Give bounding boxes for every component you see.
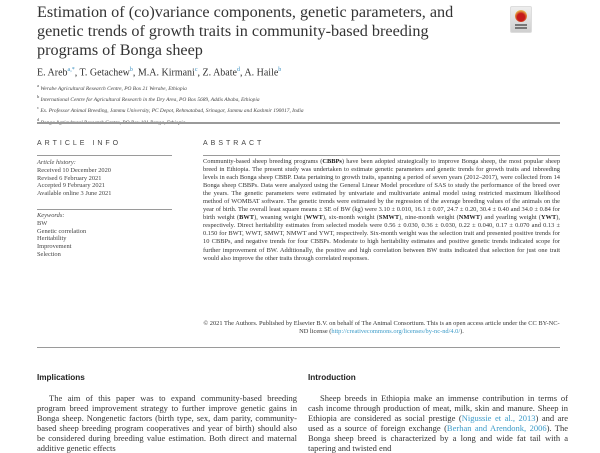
affiliations xyxy=(37,82,304,127)
introduction-text: Sheep breeds in Ethiopia make an immense contribution in terms of cash income through production of meat, milk, skin and manure. Sheep in Ethiopia are considered as social prestige (Nigussie et al., 2013) and are used as a source of foreign exchange (Berhan and Arendonk, 2006). The Bonga sheep breed is characterized by a long and wide fat tail with a tapering and twisted end xyxy=(308,393,568,453)
article-title: Estimation of (co)variance components, genetic parameters, and genetic trends of growth traits in community-based breeding programs of Bonga sheep xyxy=(37,3,454,59)
article-info-heading: ARTICLE INFO xyxy=(37,140,122,147)
introduction-heading: Introduction xyxy=(308,373,356,382)
copyright-notice: © 2021 The Authors. Published by Elsevier B.V. on behalf of The Animal Consortium. This is an open access article under the CC BY-NC-ND license (http://creativecommons.org/licenses/by-nc-nd/4.0/). xyxy=(203,320,560,336)
citation-link[interactable]: Berhan and Arendonk, 2006 xyxy=(446,423,547,433)
keyword: Selection xyxy=(37,250,61,258)
badge-emblem-icon xyxy=(515,10,527,22)
header-divider xyxy=(37,122,560,124)
author-name[interactable]: T. Getachew xyxy=(79,67,130,79)
check-for-updates-icon[interactable] xyxy=(510,6,532,33)
affiliation: d xyxy=(37,116,40,122)
affiliation: $^a$ Werabe Agricultural Research Centre, PO Box 21 Werabe, Ethiopia xyxy=(37,83,187,92)
keyword: Genetic correlation xyxy=(37,227,87,235)
author-list: E. Areb$^{a,*}$, T. Getachew$^b$, M.A. Kirmani$^c$, Z. Abate$^d$, A. Haile$^b$ xyxy=(37,67,282,79)
info-divider xyxy=(37,155,172,156)
implications-text: The aim of this paper was to expand community-based breeding program breed improvement strategy to further improve genetic gains in Bonga sheep. Nongenetic factors (birth type, sex, dam parity, community-based sheep breeding program cooperatives and year of birth) should also be considered during breeding value estimation. Both direct and maternal additive genetic effects xyxy=(37,393,297,453)
abstract-text: Community-based sheep breeding programs (CBBPs) have been adopted strategically to improve Bonga sheep, the most popular sheep breed in Ethiopia. The present study was undertaken to estimate genetic parameters and genetic trends for growth traits and inbreeding levels in each Bonga sheep CBBP. Data pertaining to growth traits, spanning a period of seven years (2012–2017), were collected from 14 Bonga sheep CBBPs. Data were analyzed using the General Linear Model procedure of SAS to study the performance of the breed over the years. The genetic parameters were estimated by univariate and multivariate animal model using restricted maximum likelihood method of WOMBAT software. The genetic trends were estimated by the regression of the average breeding values of the animals on the year of birth. The overall least square means ± SE of BW (kg) were 3.10 ± 0.010, 16.1 ± 0.07, 24.7 ± 0.20, 30.4 ± 0.40 and 34.0 ± 0.84 for birth weight (BWT), weaning weight (WWT), six-month weight (SMWT), nine-month weight (NMWT) and yearling weight (YWT), respectively. Direct heritability estimates from selected models were 0.56 ± 0.030, 0.36 ± 0.030, 0.22 ± 0.040, 0.17 ± 0.070 and 0.13 ± 0.150 for BWT, WWT, SMWT, NMWT and YWT, respectively. Six-month weight was the selection trait and presented positive trends for 10 CBBPs, and negative trends for four CBBPs. Moderate to high heritability estimates and positive genetic trends indicated scope for further improvement of BW. Additionally, the positive and high correlation between BW traits indicated that selection for just one trait would also improve the other traits through correlated responses. xyxy=(203,158,561,262)
author-name[interactable]: M.A. Kirmani xyxy=(137,67,195,79)
affiliation: $^b$ International Centre for Agricultural Research in the Dry Area, PO Box 5689, Addis Ababa, Ethiopia xyxy=(37,94,260,103)
keyword: BW xyxy=(37,219,48,227)
abstract-bottom-divider xyxy=(37,347,560,348)
info-divider xyxy=(37,209,172,210)
author-sup[interactable]: d xyxy=(236,67,240,73)
citation-link[interactable]: Nigussie et al., 2013 xyxy=(461,413,536,423)
abstract-divider xyxy=(203,155,560,156)
author-name[interactable]: A. Haile xyxy=(244,67,279,79)
author-name[interactable]: E. Areb xyxy=(37,67,68,79)
author-sup[interactable]: a,* xyxy=(67,67,75,73)
abstract-heading: ABSTRACT xyxy=(203,140,265,147)
keyword: Improvement xyxy=(37,243,72,251)
keywords: Keywords: BW Genetic correlation Heritability Improvement Selection xyxy=(37,212,87,258)
keyword: Heritability xyxy=(37,235,67,243)
author-sup[interactable]: b xyxy=(129,67,133,73)
affiliation: $^c$ Ex. Professor Animal Breeding, Jammu University, PC Depot, Rehmatabad, Srinagar, Jammu and Kashmir 190017, India xyxy=(37,105,304,115)
badge-line xyxy=(515,24,527,26)
author-sup[interactable]: b xyxy=(278,67,282,73)
article-history: Article history: Received 10 December 2020 Revised 6 February 2021 Accepted 9 February 2021 Available online 3 June 2021 xyxy=(37,159,112,198)
author-name[interactable]: Z. Abate xyxy=(202,67,237,79)
badge-line xyxy=(515,27,527,29)
implications-heading: Implications xyxy=(37,373,85,382)
license-link[interactable]: http://creativecommons.org/licenses/by-nc-nd/4.0/ xyxy=(331,328,461,336)
author-sup[interactable]: c xyxy=(194,67,198,73)
